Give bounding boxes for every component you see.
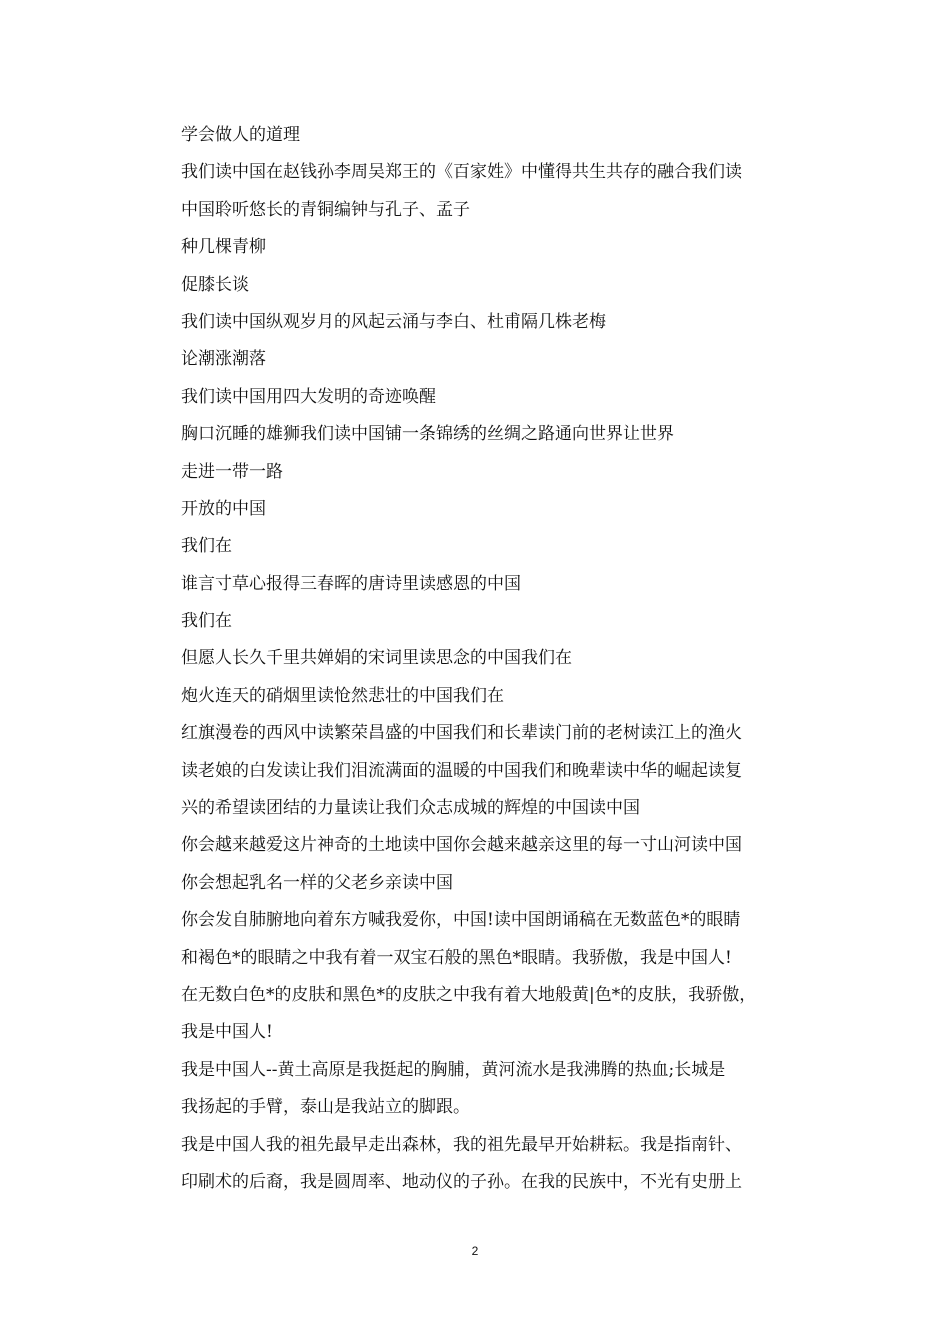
text-line: 和褐色*的眼睛之中我有着一双宝石般的黑色*眼睛。我骄傲，我是中国人! bbox=[181, 947, 732, 968]
text-line: 你会想起乳名一样的父老乡亲读中国 bbox=[181, 872, 453, 893]
text-line: 读老娘的白发读让我们泪流满面的温暖的中国我们和晚辈读中华的崛起读复 bbox=[181, 760, 742, 781]
text-line: 我们读中国用四大发明的奇迹唤醒 bbox=[181, 386, 436, 407]
text-line: 在无数白色*的皮肤和黑色*的皮肤之中我有着大地般黄|色*的皮肤，我骄傲， bbox=[181, 984, 757, 1005]
text-line: 种几棵青柳 bbox=[181, 237, 266, 258]
text-line: 兴的希望读团结的力量读让我们众志成城的辉煌的中国读中国 bbox=[181, 798, 640, 819]
text-line: 你会越来越爱这片神奇的土地读中国你会越来越亲这里的每一寸山河读中国 bbox=[181, 835, 742, 856]
text-line: 促膝长谈 bbox=[181, 274, 249, 295]
text-line: 学会做人的道理 bbox=[181, 125, 300, 145]
text-line: 炮火连天的硝烟里读怆然悲壮的中国我们在 bbox=[181, 685, 504, 706]
text-line: 走进一带一路 bbox=[181, 461, 283, 482]
text-line: 我是中国人--黄土高原是我挺起的胸脯，黄河流水是我沸腾的热血;长城是 bbox=[181, 1059, 726, 1080]
text-line: 我们在 bbox=[181, 611, 232, 632]
text-line: 我们读中国纵观岁月的风起云涌与李白、杜甫隔几株老梅 bbox=[181, 311, 606, 332]
text-line: 但愿人长久千里共婵娟的宋词里读思念的中国我们在 bbox=[181, 648, 572, 669]
page-number: 2 bbox=[471, 1244, 479, 1258]
text-line: 我是中国人我的祖先最早走出森林，我的祖先最早开始耕耘。我是指南针、 bbox=[181, 1134, 742, 1155]
text-line: 我是中国人! bbox=[181, 1022, 273, 1043]
text-line: 胸口沉睡的雄狮我们读中国铺一条锦绣的丝绸之路通向世界让世界 bbox=[181, 424, 674, 445]
text-line: 印刷术的后裔，我是圆周率、地动仪的子孙。在我的民族中，不光有史册上 bbox=[181, 1171, 742, 1192]
text-line: 我们读中国在赵钱孙李周吴郑王的《百家姓》中懂得共生共存的融合我们读 bbox=[181, 162, 742, 183]
text-line: 红旗漫卷的西风中读繁荣昌盛的中国我们和长辈读门前的老树读江上的渔火 bbox=[181, 723, 742, 744]
text-line: 中国聆听悠长的青铜编钟与孔子、孟子 bbox=[181, 199, 470, 220]
text-line: 你会发自肺腑地向着东方喊我爱你，中国!读中国朗诵稿在无数蓝色*的眼睛 bbox=[181, 910, 741, 931]
text-line: 论潮涨潮落 bbox=[181, 349, 266, 370]
text-line: 谁言寸草心报得三春晖的唐诗里读感恩的中国 bbox=[181, 573, 521, 594]
text-line: 我们在 bbox=[181, 536, 232, 557]
text-line: 我扬起的手臂，泰山是我站立的脚跟。 bbox=[181, 1097, 470, 1118]
text-line: 开放的中国 bbox=[181, 498, 266, 519]
document-body bbox=[181, 117, 841, 1201]
